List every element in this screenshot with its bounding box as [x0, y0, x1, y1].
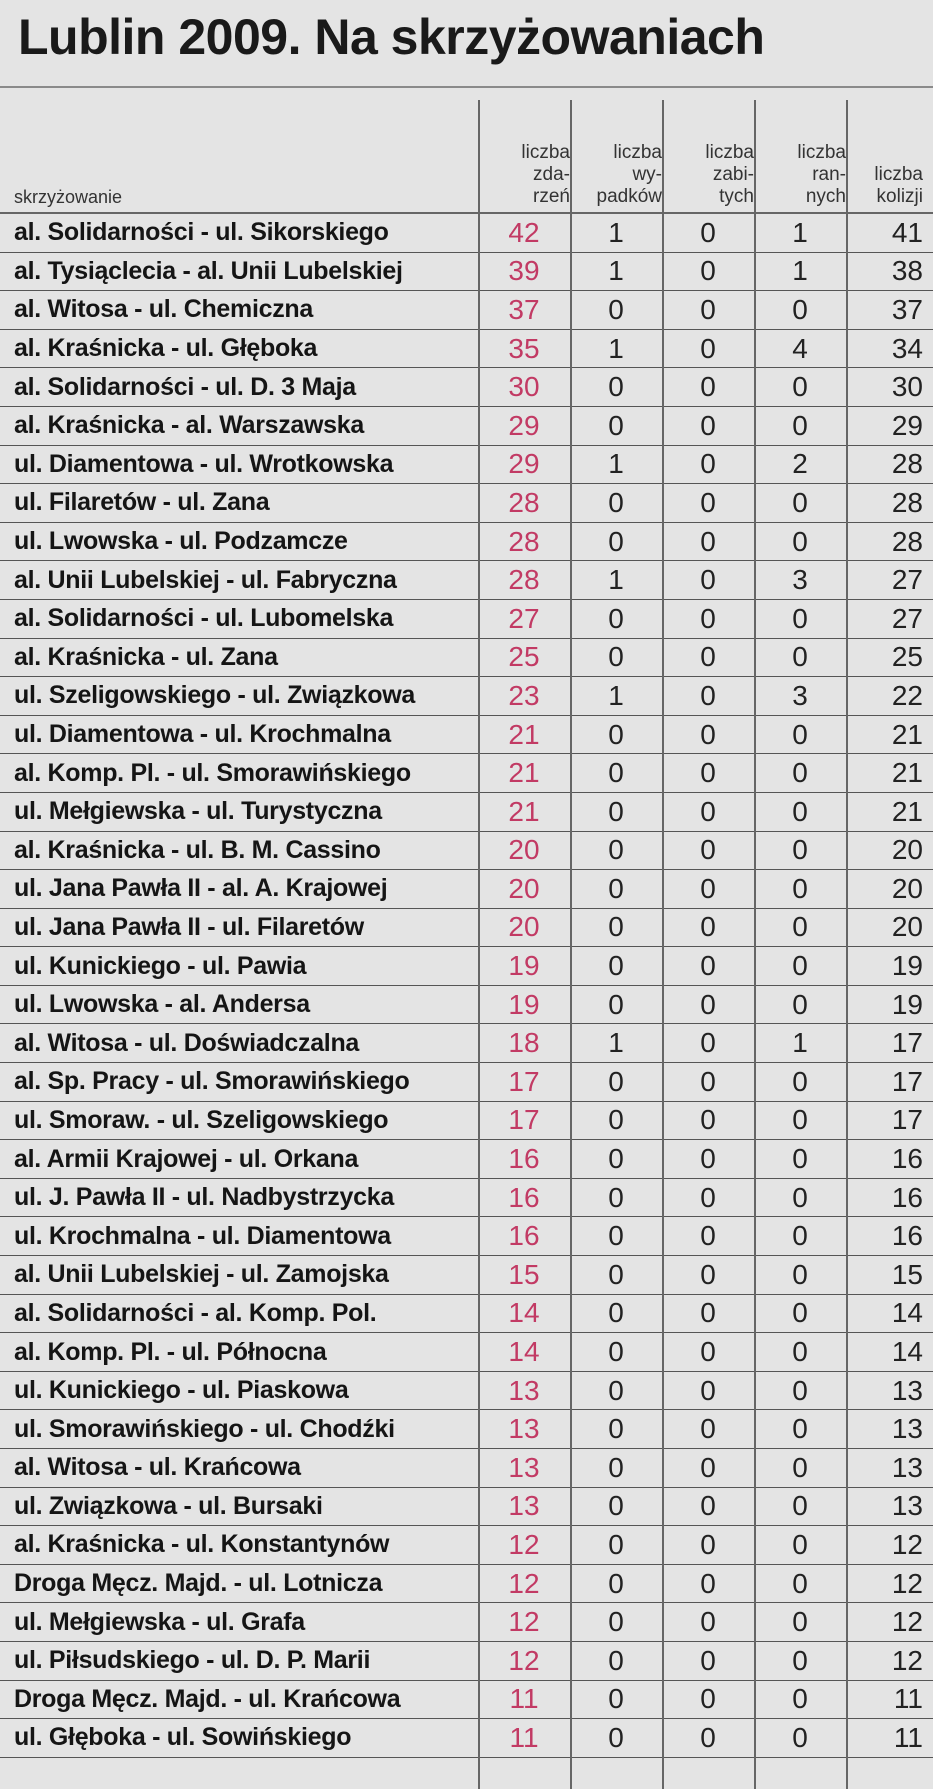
cell-events: 37 [508, 293, 540, 325]
table-row [0, 1063, 933, 1102]
intersections-table [0, 100, 933, 1758]
cell-killed: 0 [700, 950, 716, 982]
cell-accidents: 1 [608, 448, 624, 480]
cell-collisions: 37 [891, 293, 923, 325]
cell-collisions: 30 [891, 371, 923, 403]
cell-intersection: ul. Mełgiewska - ul. Grafa [14, 1607, 305, 1636]
cell-injured: 3 [792, 679, 808, 711]
cell-injured: 0 [792, 1297, 808, 1329]
cell-intersection: al. Komp. Pl. - ul. Północna [14, 1337, 327, 1366]
cell-events: 17 [508, 1104, 540, 1136]
cell-collisions: 29 [891, 409, 923, 441]
cell-events: 21 [508, 757, 540, 789]
table-row [0, 639, 933, 678]
cell-injured: 0 [792, 1490, 808, 1522]
table-row [0, 1488, 933, 1527]
cell-killed: 0 [700, 1606, 716, 1638]
cell-accidents: 0 [608, 1606, 624, 1638]
cell-accidents: 0 [608, 718, 624, 750]
cell-killed: 0 [700, 1143, 716, 1175]
cell-injured: 0 [792, 1683, 808, 1715]
cell-events: 20 [508, 872, 540, 904]
cell-killed: 0 [700, 911, 716, 943]
column-header-killed: liczba zabi- tych [705, 142, 754, 207]
cell-injured: 0 [792, 1413, 808, 1445]
cell-killed: 0 [700, 1220, 716, 1252]
cell-injured: 0 [792, 950, 808, 982]
cell-collisions: 17 [891, 1027, 923, 1059]
table-row [0, 1565, 933, 1604]
cell-injured: 0 [792, 1336, 808, 1368]
table-row [0, 1295, 933, 1334]
table-row [0, 1719, 933, 1758]
cell-events: 12 [508, 1567, 540, 1599]
cell-intersection: ul. Kunickiego - ul. Piaskowa [14, 1376, 349, 1405]
cell-events: 28 [508, 525, 540, 557]
cell-events: 13 [508, 1413, 540, 1445]
cell-intersection: ul. Kunickiego - ul. Pawia [14, 951, 307, 980]
cell-accidents: 0 [608, 371, 624, 403]
table-row [0, 330, 933, 369]
cell-events: 35 [508, 332, 540, 364]
cell-injured: 0 [792, 1258, 808, 1290]
cell-intersection: Droga Męcz. Majd. - ul. Krańcowa [14, 1684, 401, 1713]
table-row [0, 1256, 933, 1295]
cell-events: 20 [508, 911, 540, 943]
cell-collisions: 41 [891, 216, 923, 248]
cell-events: 13 [508, 1451, 540, 1483]
cell-accidents: 1 [608, 216, 624, 248]
cell-intersection: ul. Związkowa - ul. Bursaki [14, 1491, 323, 1520]
cell-accidents: 0 [608, 1336, 624, 1368]
cell-collisions: 19 [891, 950, 923, 982]
cell-killed: 0 [700, 1374, 716, 1406]
cell-collisions: 17 [891, 1065, 923, 1097]
cell-collisions: 15 [891, 1258, 923, 1290]
cell-events: 20 [508, 834, 540, 866]
table-row [0, 1102, 933, 1141]
cell-accidents: 0 [608, 1220, 624, 1252]
cell-intersection: ul. Szeligowskiego - ul. Związkowa [14, 681, 415, 710]
cell-killed: 0 [700, 602, 716, 634]
table-row [0, 986, 933, 1025]
table-row [0, 1140, 933, 1179]
cell-events: 19 [508, 950, 540, 982]
cell-injured: 4 [792, 332, 808, 364]
cell-killed: 0 [700, 525, 716, 557]
cell-events: 28 [508, 486, 540, 518]
table-row [0, 1410, 933, 1449]
cell-intersection: ul. Smorawińskiego - ul. Chodźki [14, 1414, 395, 1443]
cell-intersection: al. Armii Krajowej - ul. Orkana [14, 1144, 359, 1173]
cell-intersection: al. Witosa - ul. Chemiczna [14, 295, 313, 324]
cell-injured: 0 [792, 1721, 808, 1753]
table-row [0, 523, 933, 562]
cell-events: 21 [508, 718, 540, 750]
cell-events: 16 [508, 1220, 540, 1252]
cell-injured: 0 [792, 1606, 808, 1638]
cell-injured: 0 [792, 795, 808, 827]
cell-collisions: 13 [891, 1374, 923, 1406]
cell-killed: 0 [700, 371, 716, 403]
table-row [0, 832, 933, 871]
cell-intersection: al. Sp. Pracy - ul. Smorawińskiego [14, 1067, 410, 1096]
cell-collisions: 25 [891, 641, 923, 673]
cell-intersection: al. Solidarności - ul. D. 3 Maja [14, 372, 356, 401]
cell-events: 42 [508, 216, 540, 248]
cell-injured: 0 [792, 1644, 808, 1676]
cell-injured: 0 [792, 525, 808, 557]
cell-accidents: 0 [608, 1258, 624, 1290]
column-header-events: liczba zda- rzeń [521, 142, 570, 207]
cell-intersection: ul. Głęboka - ul. Sowińskiego [14, 1723, 352, 1752]
cell-killed: 0 [700, 757, 716, 789]
table-body [0, 214, 933, 1758]
cell-accidents: 1 [608, 679, 624, 711]
cell-killed: 0 [700, 332, 716, 364]
cell-intersection: ul. J. Pawła II - ul. Nadbystrzycka [14, 1183, 394, 1212]
page-title-bar [0, 0, 933, 88]
cell-collisions: 13 [891, 1451, 923, 1483]
cell-intersection: ul. Lwowska - al. Andersa [14, 990, 310, 1019]
cell-killed: 0 [700, 718, 716, 750]
cell-collisions: 22 [891, 679, 923, 711]
cell-accidents: 0 [608, 1413, 624, 1445]
cell-events: 15 [508, 1258, 540, 1290]
cell-events: 30 [508, 371, 540, 403]
cell-events: 27 [508, 602, 540, 634]
cell-injured: 0 [792, 911, 808, 943]
cell-injured: 0 [792, 834, 808, 866]
cell-injured: 0 [792, 409, 808, 441]
cell-injured: 0 [792, 1220, 808, 1252]
cell-collisions: 14 [891, 1297, 923, 1329]
cell-collisions: 13 [891, 1413, 923, 1445]
cell-killed: 0 [700, 1721, 716, 1753]
cell-collisions: 20 [891, 911, 923, 943]
cell-killed: 0 [700, 641, 716, 673]
cell-injured: 0 [792, 1181, 808, 1213]
cell-accidents: 0 [608, 911, 624, 943]
cell-collisions: 20 [891, 872, 923, 904]
cell-accidents: 0 [608, 757, 624, 789]
cell-injured: 1 [792, 216, 808, 248]
cell-accidents: 0 [608, 988, 624, 1020]
cell-killed: 0 [700, 293, 716, 325]
cell-killed: 0 [700, 1104, 716, 1136]
cell-injured: 0 [792, 1528, 808, 1560]
column-divider [570, 100, 572, 1789]
cell-killed: 0 [700, 1258, 716, 1290]
cell-killed: 0 [700, 795, 716, 827]
cell-accidents: 0 [608, 1374, 624, 1406]
cell-events: 12 [508, 1606, 540, 1638]
cell-collisions: 16 [891, 1143, 923, 1175]
table-row [0, 909, 933, 948]
cell-accidents: 0 [608, 293, 624, 325]
cell-collisions: 28 [891, 448, 923, 480]
cell-killed: 0 [700, 1297, 716, 1329]
table-row [0, 1217, 933, 1256]
cell-injured: 3 [792, 564, 808, 596]
cell-killed: 0 [700, 1567, 716, 1599]
table-row [0, 1681, 933, 1720]
cell-accidents: 1 [608, 332, 624, 364]
cell-intersection: al. Kraśnicka - ul. Zana [14, 642, 278, 671]
cell-collisions: 14 [891, 1336, 923, 1368]
cell-collisions: 11 [893, 1721, 923, 1753]
column-header-collisions: liczba kolizji [874, 164, 923, 207]
cell-events: 13 [508, 1374, 540, 1406]
cell-accidents: 0 [608, 1490, 624, 1522]
cell-killed: 0 [700, 255, 716, 287]
cell-killed: 0 [700, 1528, 716, 1560]
cell-accidents: 0 [608, 486, 624, 518]
cell-accidents: 1 [608, 255, 624, 287]
cell-killed: 0 [700, 1027, 716, 1059]
cell-intersection: Droga Męcz. Majd. - ul. Lotnicza [14, 1569, 383, 1598]
cell-intersection: ul. Diamentowa - ul. Krochmalna [14, 720, 391, 749]
cell-events: 29 [508, 448, 540, 480]
cell-events: 16 [508, 1181, 540, 1213]
table-row [0, 214, 933, 253]
table-row [0, 793, 933, 832]
cell-injured: 0 [792, 602, 808, 634]
column-divider [754, 100, 756, 1789]
cell-intersection: al. Solidarności - al. Komp. Pol. [14, 1298, 377, 1327]
cell-accidents: 0 [608, 1143, 624, 1175]
cell-collisions: 13 [891, 1490, 923, 1522]
cell-accidents: 0 [608, 409, 624, 441]
cell-accidents: 0 [608, 1104, 624, 1136]
table-row [0, 484, 933, 523]
cell-accidents: 0 [608, 1065, 624, 1097]
cell-collisions: 16 [891, 1181, 923, 1213]
cell-events: 13 [508, 1490, 540, 1522]
column-divider [662, 100, 664, 1789]
cell-killed: 0 [700, 486, 716, 518]
cell-collisions: 12 [891, 1644, 923, 1676]
cell-accidents: 0 [608, 1181, 624, 1213]
cell-events: 25 [508, 641, 540, 673]
column-divider [846, 100, 848, 1789]
cell-killed: 0 [700, 679, 716, 711]
cell-killed: 0 [700, 988, 716, 1020]
cell-intersection: al. Witosa - ul. Krańcowa [14, 1453, 301, 1482]
cell-injured: 0 [792, 1143, 808, 1175]
cell-accidents: 0 [608, 525, 624, 557]
cell-killed: 0 [700, 872, 716, 904]
cell-intersection: al. Unii Lubelskiej - ul. Zamojska [14, 1260, 389, 1289]
cell-intersection: al. Witosa - ul. Doświadczalna [14, 1028, 360, 1057]
cell-accidents: 0 [608, 1683, 624, 1715]
cell-intersection: al. Tysiąclecia - al. Unii Lubelskiej [14, 256, 403, 285]
cell-events: 23 [508, 679, 540, 711]
cell-collisions: 12 [891, 1606, 923, 1638]
cell-injured: 0 [792, 757, 808, 789]
cell-intersection: al. Kraśnicka - ul. Głęboka [14, 334, 318, 363]
cell-accidents: 0 [608, 1721, 624, 1753]
cell-collisions: 27 [891, 564, 923, 596]
cell-accidents: 0 [608, 834, 624, 866]
cell-killed: 0 [700, 1336, 716, 1368]
cell-events: 21 [508, 795, 540, 827]
cell-collisions: 21 [891, 757, 923, 789]
cell-killed: 0 [700, 1490, 716, 1522]
cell-intersection: al. Kraśnicka - ul. Konstantynów [14, 1530, 390, 1559]
cell-collisions: 21 [891, 795, 923, 827]
cell-accidents: 0 [608, 950, 624, 982]
cell-events: 14 [508, 1336, 540, 1368]
cell-injured: 0 [792, 1374, 808, 1406]
cell-events: 28 [508, 564, 540, 596]
cell-events: 16 [508, 1143, 540, 1175]
cell-accidents: 0 [608, 641, 624, 673]
cell-intersection: al. Komp. Pl. - ul. Smorawińskiego [14, 758, 411, 787]
cell-intersection: ul. Jana Pawła II - ul. Filaretów [14, 912, 364, 941]
cell-accidents: 0 [608, 1644, 624, 1676]
cell-collisions: 28 [891, 486, 923, 518]
table-row [0, 677, 933, 716]
column-header-accidents: liczba wy- padków [596, 142, 662, 207]
cell-killed: 0 [700, 448, 716, 480]
cell-killed: 0 [700, 1413, 716, 1445]
table-row [0, 1526, 933, 1565]
column-header-injured: liczba ran- nych [797, 142, 846, 207]
cell-accidents: 0 [608, 795, 624, 827]
table-row [0, 368, 933, 407]
cell-accidents: 0 [608, 1297, 624, 1329]
table-row [0, 870, 933, 909]
page-title: Lublin 2009. Na skrzyżowaniach [18, 9, 765, 65]
table-row [0, 1642, 933, 1681]
cell-injured: 0 [792, 641, 808, 673]
cell-events: 11 [509, 1721, 539, 1753]
cell-accidents: 0 [608, 1451, 624, 1483]
cell-collisions: 28 [891, 525, 923, 557]
table-row [0, 1024, 933, 1063]
cell-collisions: 11 [893, 1683, 923, 1715]
table-row [0, 446, 933, 485]
cell-intersection: al. Solidarności - ul. Sikorskiego [14, 218, 389, 247]
table-row [0, 1603, 933, 1642]
cell-injured: 0 [792, 486, 808, 518]
cell-injured: 1 [792, 1027, 808, 1059]
cell-killed: 0 [700, 834, 716, 866]
cell-killed: 0 [700, 1065, 716, 1097]
cell-intersection: al. Kraśnicka - ul. B. M. Cassino [14, 835, 381, 864]
cell-accidents: 1 [608, 1027, 624, 1059]
cell-intersection: al. Solidarności - ul. Lubomelska [14, 604, 394, 633]
table-row [0, 1449, 933, 1488]
cell-events: 12 [508, 1528, 540, 1560]
table-row [0, 600, 933, 639]
cell-collisions: 34 [891, 332, 923, 364]
cell-accidents: 1 [608, 564, 624, 596]
cell-collisions: 38 [891, 255, 923, 287]
cell-killed: 0 [700, 1644, 716, 1676]
cell-events: 11 [509, 1683, 539, 1715]
cell-intersection: ul. Jana Pawła II - al. A. Krajowej [14, 874, 388, 903]
cell-killed: 0 [700, 1451, 716, 1483]
table-header [0, 100, 933, 214]
cell-collisions: 12 [891, 1567, 923, 1599]
cell-intersection: ul. Lwowska - ul. Podzamcze [14, 527, 348, 556]
cell-killed: 0 [700, 216, 716, 248]
table-row [0, 1372, 933, 1411]
cell-intersection: ul. Krochmalna - ul. Diamentowa [14, 1221, 391, 1250]
cell-intersection: ul. Piłsudskiego - ul. D. P. Marii [14, 1646, 371, 1675]
cell-killed: 0 [700, 1683, 716, 1715]
cell-accidents: 0 [608, 602, 624, 634]
table-row [0, 716, 933, 755]
cell-collisions: 21 [891, 718, 923, 750]
cell-intersection: al. Kraśnicka - al. Warszawska [14, 411, 364, 440]
cell-injured: 0 [792, 872, 808, 904]
cell-injured: 0 [792, 718, 808, 750]
cell-killed: 0 [700, 409, 716, 441]
cell-events: 39 [508, 255, 540, 287]
table-row [0, 407, 933, 446]
cell-killed: 0 [700, 1181, 716, 1213]
cell-events: 19 [508, 988, 540, 1020]
cell-killed: 0 [700, 564, 716, 596]
cell-collisions: 20 [891, 834, 923, 866]
cell-accidents: 0 [608, 1528, 624, 1560]
cell-collisions: 16 [891, 1220, 923, 1252]
cell-events: 14 [508, 1297, 540, 1329]
cell-injured: 0 [792, 1104, 808, 1136]
cell-injured: 0 [792, 1451, 808, 1483]
column-header-intersection: skrzyżowanie [14, 187, 123, 207]
cell-collisions: 12 [891, 1528, 923, 1560]
table-row [0, 947, 933, 986]
cell-accidents: 0 [608, 872, 624, 904]
cell-events: 29 [508, 409, 540, 441]
cell-injured: 2 [792, 448, 808, 480]
cell-events: 17 [508, 1065, 540, 1097]
table-row [0, 291, 933, 330]
table-row [0, 1179, 933, 1218]
cell-events: 12 [508, 1644, 540, 1676]
cell-intersection: ul. Diamentowa - ul. Wrotkowska [14, 449, 394, 478]
cell-collisions: 17 [891, 1104, 923, 1136]
table-row [0, 1333, 933, 1372]
cell-accidents: 0 [608, 1567, 624, 1599]
cell-events: 18 [508, 1027, 540, 1059]
cell-injured: 0 [792, 1065, 808, 1097]
cell-collisions: 27 [891, 602, 923, 634]
cell-injured: 0 [792, 371, 808, 403]
cell-injured: 0 [792, 1567, 808, 1599]
cell-injured: 1 [792, 255, 808, 287]
cell-intersection: ul. Smoraw. - ul. Szeligowskiego [14, 1105, 389, 1134]
table-row [0, 754, 933, 793]
cell-intersection: ul. Mełgiewska - ul. Turystyczna [14, 797, 382, 826]
table-row [0, 561, 933, 600]
cell-injured: 0 [792, 293, 808, 325]
cell-intersection: ul. Filaretów - ul. Zana [14, 488, 270, 517]
column-divider [478, 100, 480, 1789]
cell-collisions: 19 [891, 988, 923, 1020]
cell-injured: 0 [792, 988, 808, 1020]
cell-intersection: al. Unii Lubelskiej - ul. Fabryczna [14, 565, 397, 594]
table-row [0, 253, 933, 292]
